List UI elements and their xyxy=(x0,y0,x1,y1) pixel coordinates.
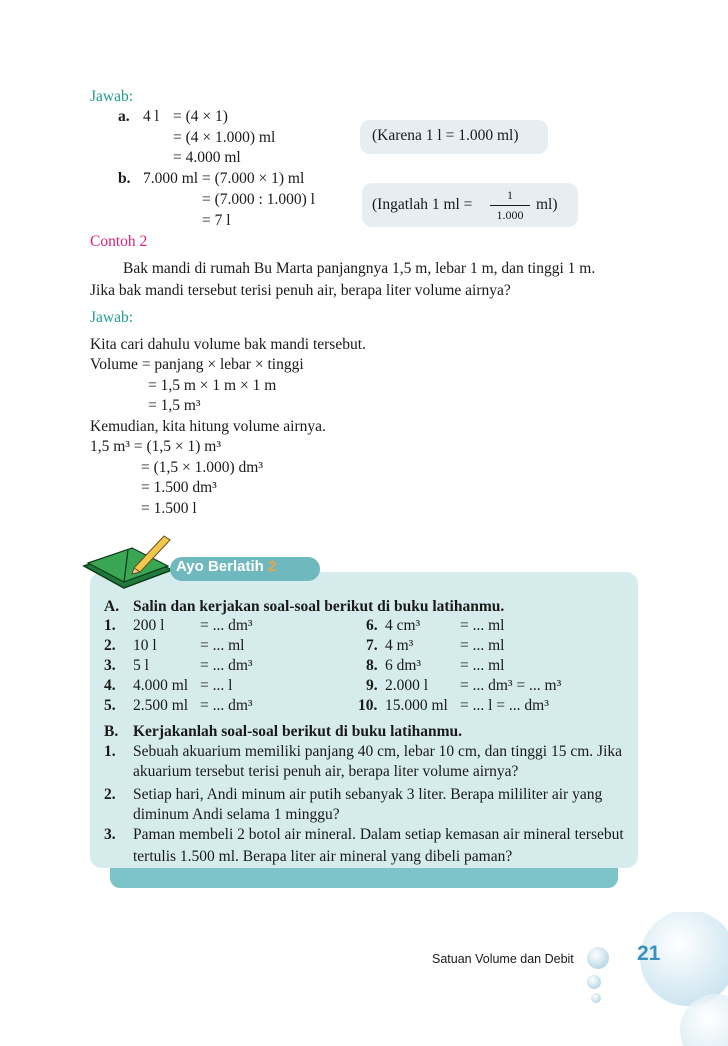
item-answer: = ... dm³ xyxy=(200,697,253,714)
part-b-line: = 7 l xyxy=(202,212,231,229)
item-number: 5. xyxy=(104,697,116,714)
part-a-line: = 4.000 ml xyxy=(173,149,241,166)
part-b-line: = (7.000 × 1) ml xyxy=(202,170,305,187)
page-number: 21 xyxy=(637,942,661,965)
part-b-line: 7.000 ml xyxy=(143,170,199,187)
solution-line: = (1,5 × 1.000) dm³ xyxy=(141,459,264,476)
item-answer: = ... l = ... dm³ xyxy=(460,697,549,714)
problem-line: akuarium tersebut terisi penuh air, berapa liter volume airnya? xyxy=(133,763,519,780)
problem-line: diminum Andi selama 1 minggu? xyxy=(133,806,340,823)
item-question: 2.000 l xyxy=(385,677,429,694)
problem-text: Bak mandi di rumah Bu Marta panjangnya 1,5 m, lebar 1 m, dan tinggi 1 m. xyxy=(123,260,596,277)
note-b-prefix: (Ingatlah 1 ml = xyxy=(372,196,473,213)
section-b-title: Kerjakanlah soal-soal berikut di buku latihanmu. xyxy=(133,723,463,740)
problem-number: 2. xyxy=(104,786,116,803)
section-b-letter: B. xyxy=(104,723,119,740)
part-a-line: 4 l xyxy=(143,108,159,125)
item-answer: = ... dm³ xyxy=(200,617,253,634)
item-number: 9. xyxy=(366,677,378,694)
solution-line: = 1,5 m³ xyxy=(148,397,201,414)
exercise-tab-title xyxy=(176,558,276,575)
item-answer: = ... ml xyxy=(200,637,245,654)
solution-line: = 1,5 m × 1 m × 1 m xyxy=(148,377,277,394)
part-a-line: = (4 × 1) xyxy=(173,108,228,125)
section-a-letter: A. xyxy=(104,598,120,615)
answer-label: Jawab: xyxy=(90,88,134,105)
solution-line: Kita cari dahulu volume bak mandi tersebut. xyxy=(90,336,366,353)
part-b-line: = (7.000 : 1.000) l xyxy=(202,191,315,208)
solution-line: Kemudian, kita hitung volume airnya. xyxy=(90,418,326,435)
problem-number: 1. xyxy=(104,743,116,760)
item-answer: = ... dm³ = ... m³ xyxy=(460,677,562,694)
item-number: 8. xyxy=(366,657,378,674)
item-question: 200 l xyxy=(133,617,165,634)
fraction-denominator: 1.000 xyxy=(496,208,524,222)
item-answer: = ... l xyxy=(200,677,233,694)
tab-number: 2 xyxy=(267,558,277,575)
item-answer: = ... dm³ xyxy=(200,657,253,674)
item-number: 7. xyxy=(366,637,378,654)
book-pencil-icon xyxy=(80,530,180,592)
item-answer: = ... ml xyxy=(460,657,505,674)
item-answer: = ... ml xyxy=(460,637,505,654)
solution-line: Volume = panjang × lebar × tinggi xyxy=(90,356,304,373)
item-number: 3. xyxy=(104,657,116,674)
note-b-suffix: ml) xyxy=(536,196,558,213)
item-question: 4.000 ml xyxy=(133,677,189,694)
tab-label: Ayo Berlatih xyxy=(176,558,264,575)
problem-line: Sebuah akuarium memiliki panjang 40 cm, lebar 10 cm, dan tinggi 15 cm. Jika xyxy=(133,743,622,760)
item-number: 1. xyxy=(104,617,116,634)
chapter-title: Satuan Volume dan Debit xyxy=(432,952,574,966)
item-question: 2.500 ml xyxy=(133,697,189,714)
bubble-decoration xyxy=(580,912,728,1046)
solution-line: = 1.500 l xyxy=(141,500,197,517)
part-b-label: b. xyxy=(118,170,131,187)
item-answer: = ... ml xyxy=(460,617,505,634)
note-a-text: (Karena 1 l = 1.000 ml) xyxy=(372,127,519,144)
problem-text: Jika bak mandi tersebut terisi penuh air, berapa liter volume airnya? xyxy=(90,282,511,299)
fraction-bar xyxy=(490,205,530,206)
solution-line: = 1.500 dm³ xyxy=(141,479,217,496)
answer-label: Jawab: xyxy=(90,309,134,326)
item-question: 4 cm³ xyxy=(385,617,421,634)
item-number: 6. xyxy=(366,617,378,634)
item-number: 4. xyxy=(104,677,116,694)
fraction-numerator: 1 xyxy=(507,188,513,202)
section-a-title: Salin dan kerjakan soal-soal berikut di buku latihanmu. xyxy=(133,598,505,615)
item-number: 2. xyxy=(104,637,116,654)
item-question: 15.000 ml xyxy=(385,697,448,714)
example-title: Contoh 2 xyxy=(90,233,148,250)
item-question: 6 dm³ xyxy=(385,657,422,674)
problem-line: tertulis 1.500 ml. Berapa liter air mineral yang dibeli paman? xyxy=(133,848,513,865)
item-question: 10 l xyxy=(133,637,157,654)
part-a-line: = (4 × 1.000) ml xyxy=(173,129,276,146)
solution-line: 1,5 m³ = (1,5 × 1) m³ xyxy=(90,438,221,455)
problem-line: Paman membeli 2 botol air mineral. Dalam setiap kemasan air mineral tersebut xyxy=(133,826,624,843)
item-question: 4 m³ xyxy=(385,637,414,654)
item-number: 10. xyxy=(358,697,378,714)
problem-number: 3. xyxy=(104,826,116,843)
item-question: 5 l xyxy=(133,657,149,674)
part-a-label: a. xyxy=(118,108,130,125)
problem-line: Setiap hari, Andi minum air putih sebanyak 3 liter. Berapa mililiter air yang xyxy=(133,786,603,803)
